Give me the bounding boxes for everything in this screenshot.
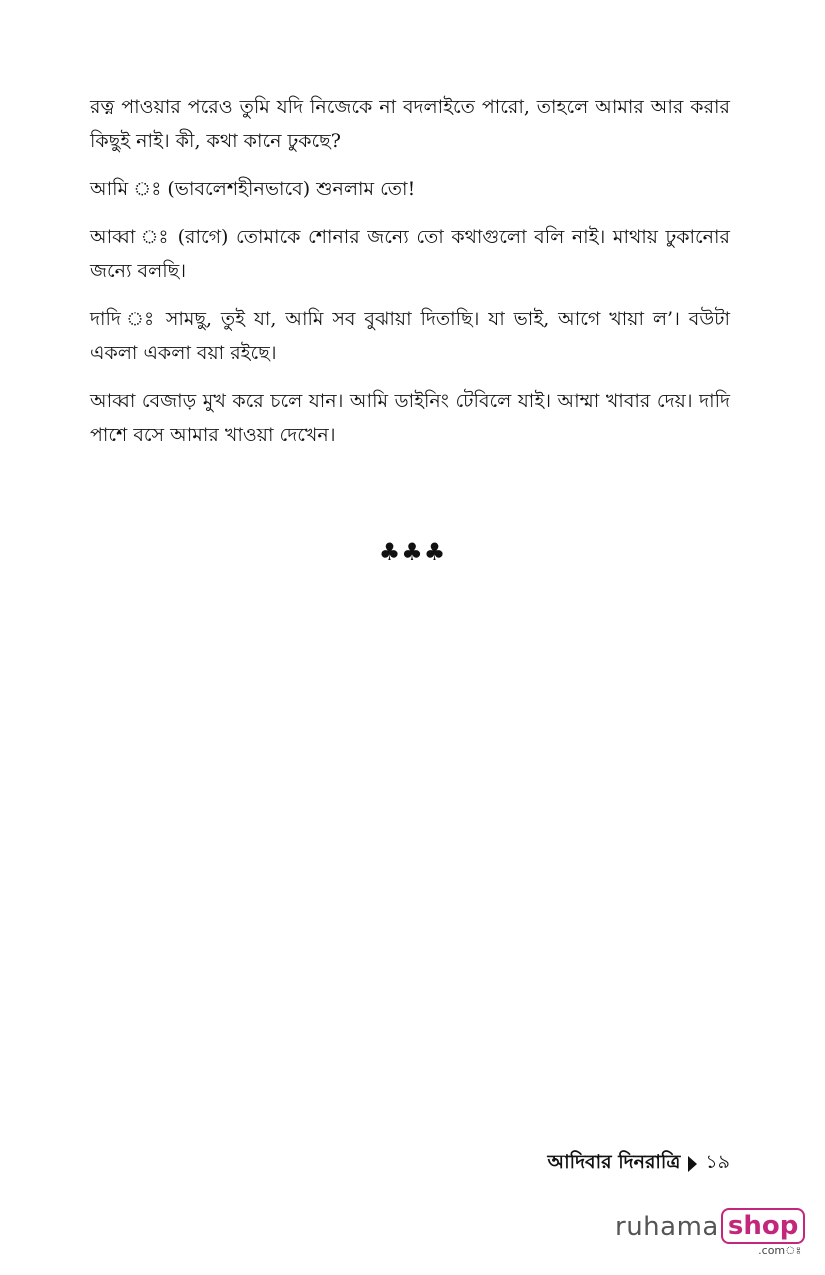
paragraph-5: আব্বা বেজাড় মুখ করে চলে যান। আমি ডাইনিং টেবিলে যাই। আম্মা খাবার দেয়। দাদি পাশে বসে আমার খাওয়া দেখেন। bbox=[90, 390, 730, 446]
paragraph-2: আমি ঃ (ভাবলেশহীনভাবে) শুনলাম তো! bbox=[90, 178, 416, 200]
page-footer bbox=[547, 1148, 730, 1180]
paragraph-3: আব্বা ঃ (রাগে) তোমাকে শোনার জন্যে তো কথাগুলো বলি নাই। মাথায় ঢুকানোর জন্যে বলছি। bbox=[90, 226, 730, 282]
ruhamashop-logo bbox=[615, 1208, 805, 1257]
logo-com-text: .comঃ bbox=[758, 1244, 802, 1257]
page-number: ১৯ bbox=[705, 1151, 730, 1173]
body-text bbox=[90, 90, 730, 466]
logo-shop-badge bbox=[721, 1208, 805, 1257]
section-separator: ♣♣♣ bbox=[378, 538, 447, 566]
paragraph-1: রত্ন পাওয়ার পরেও তুমি যদি নিজেকে না বদলাইতে পারো, তাহলে আমার আর করার কিছুই নাই। কী, কথা কানে ঢুকছে? bbox=[90, 96, 730, 152]
logo-shop-text: shop bbox=[721, 1208, 805, 1244]
logo-ruhama-text: ruhama bbox=[615, 1212, 719, 1242]
paragraph-4: দাদি ঃ সামছু, তুই যা, আমি সব বুঝায়া দিতাছি। যা ভাই, আগে খায়া ল’। বউটা একলা একলা বয়া রইছে। bbox=[90, 308, 730, 364]
book-title: আদিবার দিনরাত্রি bbox=[547, 1151, 681, 1173]
triangle-right-icon bbox=[688, 1156, 697, 1172]
